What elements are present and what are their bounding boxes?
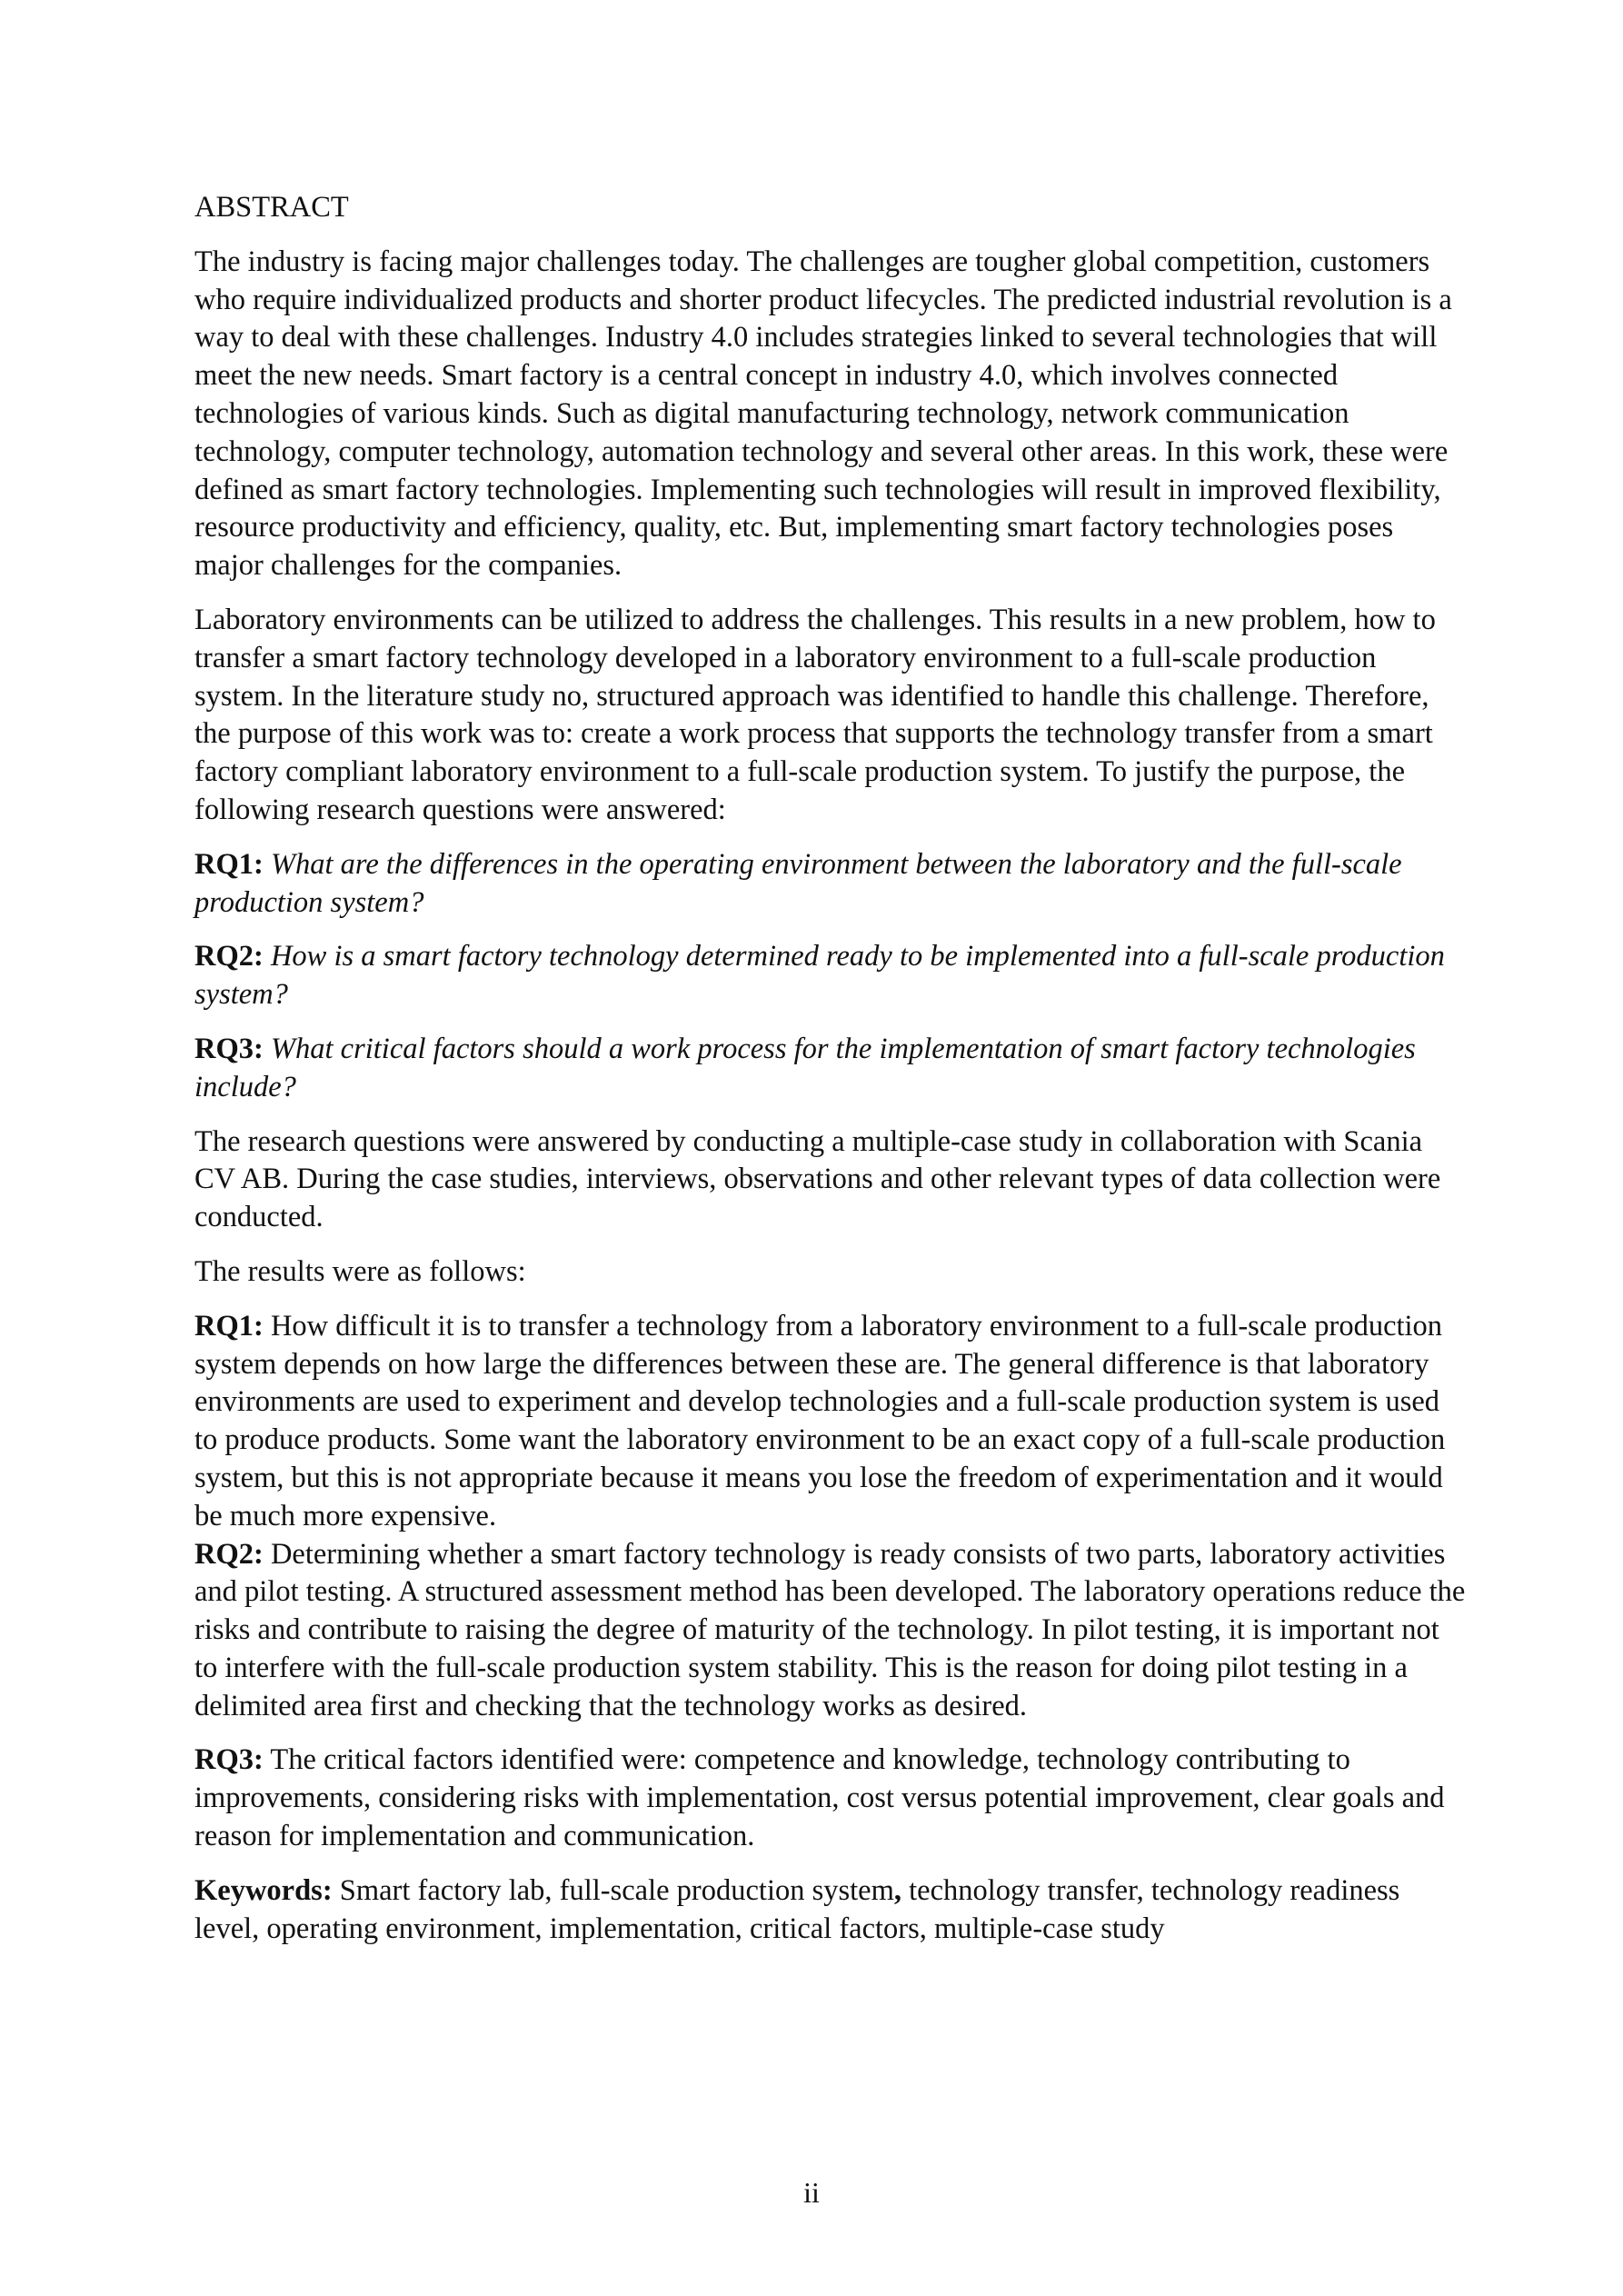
research-question-label: RQ2: [194, 940, 264, 973]
method-paragraph: The research questions were answered by conducting a multiple-case study in collaboration with Scania CV AB. During the case studies, interviews, observations and other relevant types of data collection were conducted. [194, 1124, 1441, 1234]
keywords-text: technology transfer, technology readiness level, operating environment, implementation, critical factors, multiple-case study [194, 1873, 1400, 1945]
results-intro: The results were as follows: [194, 1254, 526, 1288]
keywords-paragraph [194, 1872, 1467, 1949]
keywords-bold-comma: , [893, 1873, 902, 1907]
research-question-label: RQ1: [194, 847, 264, 881]
intro-paragraph: The industry is facing major challenges today. The challenges are tougher global competition, customers who require individualized products and shorter product lifecycles. The predicted industrial revolution is a way to deal with these challenges. Industry 4.0 includes strategies linked to several technologies that will meet the new needs. Smart factory is a central concept in industry 4.0, which involves connected technologies of various kinds. Such as digital manufacturing technology, network communication technology, computer technology, automation technology and several other areas. In this work, these were defined as smart factory technologies. Implementing such technologies will result in improved flexibility, resource productivity and efficiency, quality, etc. But, implementing smart factory technologies poses major challenges for the companies. [194, 245, 1452, 583]
result-item [194, 1308, 1467, 1536]
result-label: RQ3: [194, 1743, 264, 1777]
research-question-label: RQ3: [194, 1032, 264, 1065]
research-question [194, 938, 1467, 1014]
keywords-label: Keywords: [194, 1873, 333, 1907]
result-label: RQ2: [194, 1537, 264, 1571]
result-item [194, 1742, 1467, 1855]
result-text: The critical factors identified were: competence and knowledge, technology contributing to improvements, considering risks with implementation, cost versus potential improvement, clear goals and reason for implementation and communication. [194, 1743, 1445, 1853]
research-question-text: How is a smart factory technology determined ready to be implemented into a full-scale production system? [194, 940, 1445, 1012]
page-number: ii [803, 2176, 820, 2209]
result-text: Determining whether a smart factory technology is ready consists of two parts, laboratory activities and pilot testing. A structured assessment method has been developed. The laboratory operations reduce the risks and contribute to raising the degree of maturity of the technology. In pilot testing, it is important not to interfere with the full-scale production system stability. This is the reason for doing pilot testing in a delimited area first and checking that the technology works as desired. [194, 1537, 1466, 1722]
abstract-page [194, 189, 1467, 1964]
result-item [194, 1536, 1467, 1726]
result-label: RQ1: [194, 1309, 264, 1343]
intro-paragraph: Laboratory environments can be utilized to address the challenges. This results in a new problem, how to transfer a smart factory technology developed in a laboratory environment to a full-scale production system. In the literature study no, structured approach was identified to handle this challenge. Therefore, the purpose of this work was to: create a work process that supports the technology transfer from a smart factory compliant laboratory environment to a full-scale production system. To justify the purpose, the following research questions were answered: [194, 603, 1436, 826]
keywords-text: Smart factory lab, full-scale production system [339, 1873, 894, 1907]
abstract-heading: ABSTRACT [194, 191, 349, 224]
research-question-text: What are the differences in the operating environment between the laboratory and the full-scale production system? [194, 847, 1402, 919]
research-question [194, 846, 1467, 923]
research-question-text: What critical factors should a work process for the implementation of smart factory technologies include? [194, 1032, 1416, 1103]
result-text: How difficult it is to transfer a technology from a laboratory environment to a full-scale production system depends on how large the differences between these are. The general difference is that laboratory environments are used to experiment and develop technologies and a full-scale production system is used to produce products. Some want the laboratory environment to be an exact copy of a full-scale production system, but this is not appropriate because it means you lose the freedom of experimentation and it would be much more expensive. [194, 1309, 1446, 1532]
research-question [194, 1031, 1467, 1107]
